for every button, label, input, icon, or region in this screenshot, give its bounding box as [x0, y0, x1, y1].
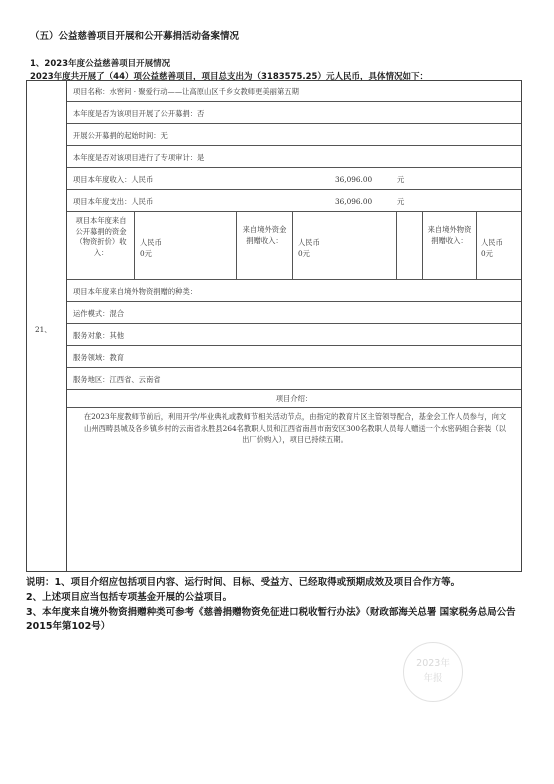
service-region: 服务地区：江西省、云南省 [73, 375, 161, 384]
foreign-goods-label: 来自境外物资捐赠收入： [427, 225, 472, 245]
note-2: 2、上述项目应当包括专项基金开展的公益项目。 [26, 592, 233, 603]
income-unit: 元 [397, 175, 405, 184]
notes [26, 576, 526, 635]
row-expense [67, 190, 521, 212]
audit-status: 本年度是否对该项目进行了专项审计：是 [73, 153, 205, 162]
foreign-goods-value: 人民币 0元 [481, 238, 503, 258]
projects-summary: 2023年度共开展了（44）项公益慈善项目，项目总支出为（3183575.25）元人民币，具体情况如下： [30, 72, 428, 82]
expense-value: 36,096.00 [335, 197, 373, 206]
expense-label: 项目本年度支出：人民币 [73, 197, 154, 206]
project-name: 项目名称：水窖问 · 聚爱行动——让高原山区千乡女教师更美丽第五期 [73, 87, 299, 96]
public-fundraising: 本年度是否为该项目开展了公开募捐：否 [73, 109, 205, 118]
row-audit [67, 146, 521, 168]
service-field: 服务领域：教育 [73, 353, 125, 362]
foreign-fund-label: 来自境外资金捐赠收入： [242, 225, 287, 245]
row-field [67, 346, 521, 368]
project-index: 21、 [35, 325, 52, 334]
row-foreign-goods-types [67, 280, 521, 302]
expense-unit: 元 [397, 197, 405, 206]
intro-text: 在2023年度教师节前后，利用开学/毕业典礼或教师节相关活动节点，由指定的教育片区主管领导配合，基金会工作人员参与，向文山州西畴县城及各乡镇乡村的云南省永胜县264名教职人员和江西省南昌市南安区300名教职人员每人赠送一个水密码组合套装（以出厂价购入），项目已持续五期。 [83, 412, 507, 444]
row-region [67, 368, 521, 390]
public-donation-value: 人民币 0元 [140, 238, 162, 258]
note-3: 3、本年度来自境外物资捐赠种类可参考《慈善捐赠物资免征进口税收暂行办法》（财政部海关总署 国家税务总局公告2015年第102号） [26, 607, 516, 632]
row-income [67, 168, 521, 190]
row-public-fundraising [67, 102, 521, 124]
stamp-year: 2023年 [416, 658, 450, 669]
service-target: 服务对象：其他 [73, 331, 125, 340]
income-value: 36,096.00 [335, 175, 373, 184]
note-1: 说明：1、项目介绍应包括项目内容、运行时间、目标、受益方、已经取得或预期成效及项目合作方等。 [26, 577, 461, 588]
operation-mode: 运作模式：混合 [73, 309, 125, 318]
intro-title: 项目介绍： [67, 390, 521, 408]
stamp-label: 年报 [423, 673, 443, 684]
section-title: （五）公益慈善项目开展和公开募捐活动备案情况 [30, 31, 240, 42]
subsection-title: 1、2023年度公益慈善项目开展情况 [30, 59, 171, 69]
income-label: 项目本年度收入：人民币 [73, 175, 154, 184]
index-column [27, 81, 67, 571]
row-project-name [67, 81, 521, 102]
project-table [26, 80, 522, 572]
foreign-fund-value: 人民币 0元 [298, 238, 320, 258]
foreign-goods-types: 项目本年度来自境外物资捐赠的种类： [73, 287, 198, 296]
row-mode [67, 302, 521, 324]
public-donation-label: 项目本年度来自公开募捐的资金（物资折价）收入： [75, 216, 127, 257]
project-details [67, 81, 521, 571]
row-fundraising-period [67, 124, 521, 146]
row-target [67, 324, 521, 346]
fundraising-period: 开展公开募捐的起始时间：无 [73, 131, 168, 140]
annual-report-stamp [403, 642, 463, 702]
row-donation-breakdown [67, 212, 521, 280]
